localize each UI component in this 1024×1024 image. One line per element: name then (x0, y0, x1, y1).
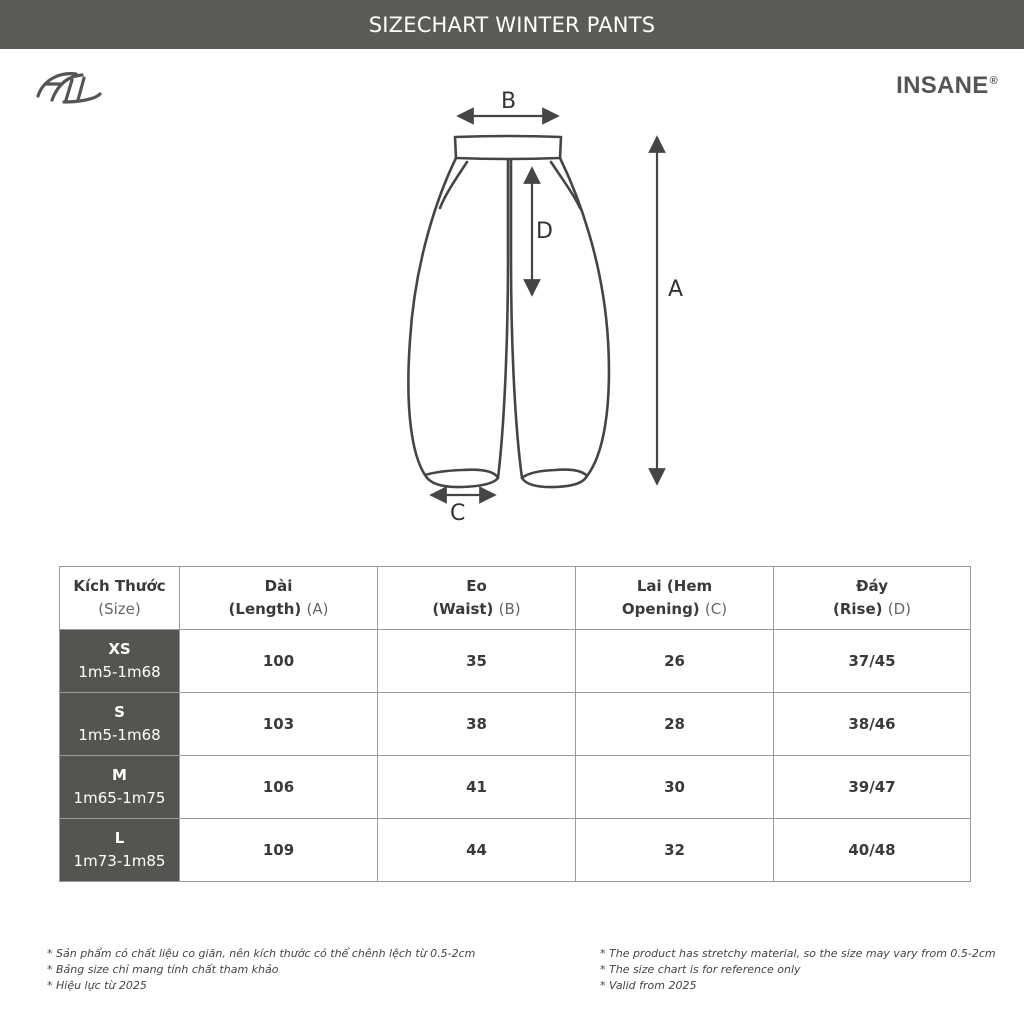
table-row (60, 693, 971, 756)
length-cell: 103 (180, 693, 378, 756)
note-line: * Sản phẩm có chất liệu co giãn, nên kích thước có thể chênh lệch từ 0.5-2cm (47, 947, 476, 960)
header-length: Dài (Length) (A) (180, 567, 378, 630)
length-cell: 100 (180, 630, 378, 693)
hem-cell: 32 (576, 819, 774, 882)
rise-cell: 37/45 (774, 630, 971, 693)
page-title: SIZECHART WINTER PANTS (368, 12, 656, 37)
length-cell: 106 (180, 756, 378, 819)
hem-cell: 26 (576, 630, 774, 693)
header-hem: Lai (Hem Opening) (C) (576, 567, 774, 630)
rise-cell: 40/48 (774, 819, 971, 882)
waist-cell: 44 (378, 819, 576, 882)
right-leg-inner (511, 160, 522, 478)
note-line: * Hiệu lực từ 2025 (47, 979, 147, 992)
size-cell: L 1m73-1m85 (60, 819, 180, 882)
left-leg-outer (408, 158, 456, 475)
waist-cell: 41 (378, 756, 576, 819)
notes-vietnamese (47, 946, 475, 994)
right-leg-outer (560, 158, 609, 476)
waistband (455, 136, 561, 159)
note-line: * Valid from 2025 (600, 979, 697, 992)
waist-cell: 35 (378, 630, 576, 693)
table-header-row (60, 567, 971, 630)
table-row (60, 756, 971, 819)
size-cell: XS 1m5-1m68 (60, 630, 180, 693)
label-c: C (450, 501, 466, 526)
label-b: B (501, 89, 517, 114)
left-hem (425, 470, 498, 487)
label-d: D (536, 219, 553, 244)
label-a: A (668, 277, 684, 302)
hem-cell: 28 (576, 693, 774, 756)
note-line: * Bảng size chỉ mang tính chất tham khảo (47, 963, 279, 976)
length-cell: 109 (180, 819, 378, 882)
rise-cell: 38/46 (774, 693, 971, 756)
brand-name: INSANE (896, 72, 989, 99)
table-row (60, 630, 971, 693)
size-table (59, 566, 971, 882)
note-line: * The product has stretchy material, so the size may vary from 0.5-2cm (600, 947, 996, 960)
left-leg-inner (498, 160, 508, 478)
header-size: Kích Thước (Size) (60, 567, 180, 630)
header-waist: Eo (Waist) (B) (378, 567, 576, 630)
note-line: * The size chart is for reference only (600, 963, 801, 976)
hem-cell: 30 (576, 756, 774, 819)
waist-cell: 38 (378, 693, 576, 756)
table-row (60, 819, 971, 882)
header-rise: Đáy (Rise) (D) (774, 567, 971, 630)
size-cell: M 1m65-1m75 (60, 756, 180, 819)
right-hem (522, 470, 587, 487)
size-cell: S 1m5-1m68 (60, 693, 180, 756)
rise-cell: 39/47 (774, 756, 971, 819)
notes-english (600, 946, 996, 994)
registered-mark: ® (989, 75, 998, 87)
